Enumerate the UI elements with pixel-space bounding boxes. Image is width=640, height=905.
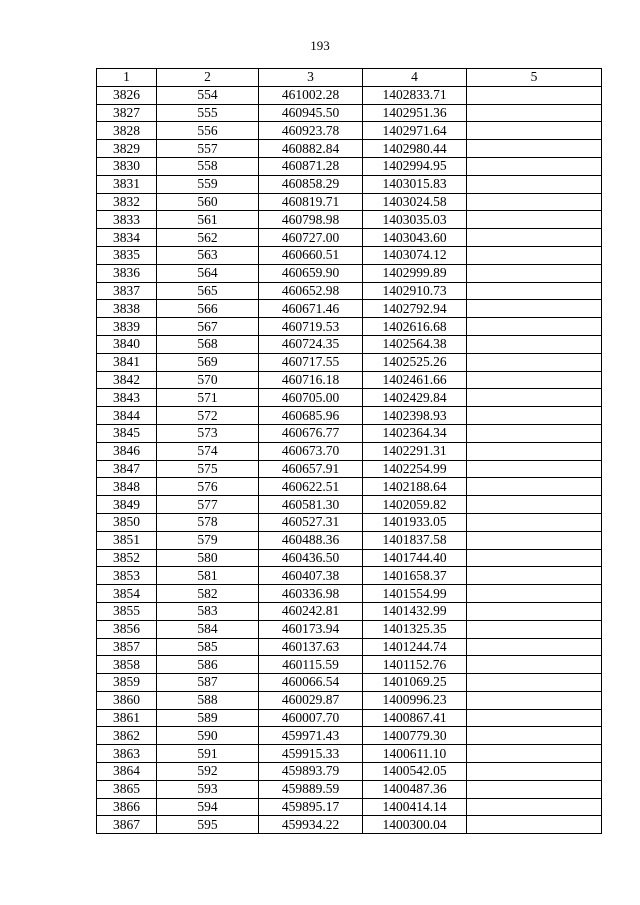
table-cell: 3828: [97, 122, 157, 140]
table-cell: 460676.77: [259, 424, 363, 442]
table-cell: 1403024.58: [363, 193, 467, 211]
table-cell: [467, 816, 602, 834]
table-row: [97, 353, 602, 371]
table-cell: 460945.50: [259, 104, 363, 122]
table-cell: 565: [157, 282, 259, 300]
table-cell: 1402461.66: [363, 371, 467, 389]
table-row: [97, 175, 602, 193]
table-row: [97, 300, 602, 318]
table-cell: 3845: [97, 424, 157, 442]
table-cell: 3860: [97, 691, 157, 709]
table-cell: 571: [157, 389, 259, 407]
table-cell: 581: [157, 567, 259, 585]
table-cell: [467, 122, 602, 140]
table-cell: 595: [157, 816, 259, 834]
table-cell: 563: [157, 246, 259, 264]
table-cell: [467, 620, 602, 638]
table-cell: 1401554.99: [363, 585, 467, 603]
table-row: [97, 407, 602, 425]
table-cell: 460923.78: [259, 122, 363, 140]
table-cell: 3866: [97, 798, 157, 816]
table-cell: 1402291.31: [363, 442, 467, 460]
table-row: [97, 211, 602, 229]
table-cell: [467, 585, 602, 603]
table-cell: 3846: [97, 442, 157, 460]
column-header: 4: [363, 69, 467, 87]
table-cell: 1402910.73: [363, 282, 467, 300]
table-cell: 459934.22: [259, 816, 363, 834]
table-cell: [467, 140, 602, 158]
table-cell: [467, 602, 602, 620]
table-row: [97, 264, 602, 282]
table-row: [97, 638, 602, 656]
table-cell: 591: [157, 745, 259, 763]
table-cell: 575: [157, 460, 259, 478]
table-cell: 460819.71: [259, 193, 363, 211]
table-cell: 3853: [97, 567, 157, 585]
table-cell: [467, 513, 602, 531]
table-cell: 1400867.41: [363, 709, 467, 727]
table-cell: 460657.91: [259, 460, 363, 478]
table-cell: 460882.84: [259, 140, 363, 158]
table-cell: 573: [157, 424, 259, 442]
table-cell: 459893.79: [259, 763, 363, 781]
table-row: [97, 602, 602, 620]
table-row: [97, 157, 602, 175]
table-row: [97, 780, 602, 798]
table-cell: 3855: [97, 602, 157, 620]
column-header: 1: [97, 69, 157, 87]
table-cell: 3867: [97, 816, 157, 834]
table-cell: 460724.35: [259, 335, 363, 353]
table-cell: [467, 229, 602, 247]
table-cell: 1403043.60: [363, 229, 467, 247]
table-cell: 3847: [97, 460, 157, 478]
table-cell: 1401432.99: [363, 602, 467, 620]
table-cell: 1403035.03: [363, 211, 467, 229]
table-row: [97, 763, 602, 781]
table-cell: 1402525.26: [363, 353, 467, 371]
table-cell: 1402792.94: [363, 300, 467, 318]
table-cell: 460242.81: [259, 602, 363, 620]
table-row: [97, 496, 602, 514]
table-cell: 460685.96: [259, 407, 363, 425]
table-cell: 460007.70: [259, 709, 363, 727]
table-cell: 460407.38: [259, 567, 363, 585]
table-cell: 460671.46: [259, 300, 363, 318]
table-cell: 558: [157, 157, 259, 175]
table-cell: 3854: [97, 585, 157, 603]
table-cell: 1401244.74: [363, 638, 467, 656]
table-cell: 459889.59: [259, 780, 363, 798]
table-cell: 459895.17: [259, 798, 363, 816]
table-cell: 1401837.58: [363, 531, 467, 549]
table-cell: 556: [157, 122, 259, 140]
table-cell: 3829: [97, 140, 157, 158]
table-cell: 460716.18: [259, 371, 363, 389]
table-cell: [467, 674, 602, 692]
table-cell: 1401744.40: [363, 549, 467, 567]
table-cell: 460719.53: [259, 318, 363, 336]
table-cell: 3835: [97, 246, 157, 264]
coordinates-table: [96, 68, 602, 834]
table-cell: 1401658.37: [363, 567, 467, 585]
table-cell: 3858: [97, 656, 157, 674]
table-row: [97, 140, 602, 158]
table-cell: 460527.31: [259, 513, 363, 531]
table-cell: 3856: [97, 620, 157, 638]
table-cell: [467, 798, 602, 816]
table-cell: 3839: [97, 318, 157, 336]
table-cell: 580: [157, 549, 259, 567]
table-cell: [467, 549, 602, 567]
table-cell: 3826: [97, 86, 157, 104]
table-row: [97, 567, 602, 585]
table-cell: 1402564.38: [363, 335, 467, 353]
table-row: [97, 122, 602, 140]
table-cell: 1402994.95: [363, 157, 467, 175]
table-cell: 577: [157, 496, 259, 514]
table-cell: [467, 86, 602, 104]
table-cell: 590: [157, 727, 259, 745]
table-cell: 3861: [97, 709, 157, 727]
table-cell: 3857: [97, 638, 157, 656]
table-row: [97, 460, 602, 478]
table-row: [97, 674, 602, 692]
table-cell: 3842: [97, 371, 157, 389]
table-cell: 583: [157, 602, 259, 620]
table-cell: 578: [157, 513, 259, 531]
table-cell: 3862: [97, 727, 157, 745]
table-cell: 1400542.05: [363, 763, 467, 781]
table-row: [97, 656, 602, 674]
table-row: [97, 371, 602, 389]
table-cell: 460488.36: [259, 531, 363, 549]
table-cell: 460173.94: [259, 620, 363, 638]
table-cell: [467, 531, 602, 549]
table-cell: [467, 318, 602, 336]
table-row: [97, 229, 602, 247]
table-cell: 582: [157, 585, 259, 603]
table-cell: 460066.54: [259, 674, 363, 692]
table-cell: 460659.90: [259, 264, 363, 282]
table-cell: [467, 157, 602, 175]
table-cell: 1402398.93: [363, 407, 467, 425]
table-row: [97, 389, 602, 407]
table-row: [97, 335, 602, 353]
table-cell: [467, 282, 602, 300]
table-cell: 460115.59: [259, 656, 363, 674]
table-cell: [467, 389, 602, 407]
table-cell: 586: [157, 656, 259, 674]
table-cell: 460673.70: [259, 442, 363, 460]
table-cell: 460858.29: [259, 175, 363, 193]
table-cell: [467, 709, 602, 727]
table-cell: 569: [157, 353, 259, 371]
table-cell: 1401069.25: [363, 674, 467, 692]
table-cell: 460029.87: [259, 691, 363, 709]
table-cell: 566: [157, 300, 259, 318]
page-number: 193: [310, 38, 330, 53]
table-cell: 460436.50: [259, 549, 363, 567]
table-cell: 593: [157, 780, 259, 798]
table-cell: [467, 780, 602, 798]
table-cell: 557: [157, 140, 259, 158]
table-cell: 594: [157, 798, 259, 816]
table-cell: 1400611.10: [363, 745, 467, 763]
table-cell: [467, 300, 602, 318]
table-row: [97, 691, 602, 709]
table-cell: 1402971.64: [363, 122, 467, 140]
table-cell: 576: [157, 478, 259, 496]
table-cell: 1400996.23: [363, 691, 467, 709]
table-cell: [467, 211, 602, 229]
table-row: [97, 282, 602, 300]
table-cell: 585: [157, 638, 259, 656]
table-cell: 3844: [97, 407, 157, 425]
table-row: [97, 798, 602, 816]
table-body: [97, 86, 602, 833]
table-row: [97, 86, 602, 104]
table-cell: 3836: [97, 264, 157, 282]
table-cell: 589: [157, 709, 259, 727]
table-cell: 3833: [97, 211, 157, 229]
table-row: [97, 442, 602, 460]
table-cell: 574: [157, 442, 259, 460]
table-cell: 1402980.44: [363, 140, 467, 158]
table-cell: 3863: [97, 745, 157, 763]
table-cell: 460798.98: [259, 211, 363, 229]
column-header: 2: [157, 69, 259, 87]
table-cell: 1402188.64: [363, 478, 467, 496]
table-cell: 1402999.89: [363, 264, 467, 282]
table-cell: 3837: [97, 282, 157, 300]
table-cell: [467, 460, 602, 478]
table-cell: [467, 371, 602, 389]
table-cell: 460137.63: [259, 638, 363, 656]
table-cell: [467, 264, 602, 282]
table-row: [97, 727, 602, 745]
table-row: [97, 620, 602, 638]
table-cell: 555: [157, 104, 259, 122]
table-cell: 587: [157, 674, 259, 692]
table-cell: 3834: [97, 229, 157, 247]
table-cell: [467, 763, 602, 781]
table-cell: 588: [157, 691, 259, 709]
table-row: [97, 549, 602, 567]
table-cell: 3840: [97, 335, 157, 353]
table-cell: 1402951.36: [363, 104, 467, 122]
table-cell: 3843: [97, 389, 157, 407]
column-header: 5: [467, 69, 602, 87]
table-cell: 3865: [97, 780, 157, 798]
table-row: [97, 585, 602, 603]
table-cell: 1402254.99: [363, 460, 467, 478]
table-cell: 460622.51: [259, 478, 363, 496]
table-cell: [467, 496, 602, 514]
table-cell: 1401933.05: [363, 513, 467, 531]
table-cell: 459915.33: [259, 745, 363, 763]
table-cell: 1403074.12: [363, 246, 467, 264]
table-cell: [467, 193, 602, 211]
table-cell: 1403015.83: [363, 175, 467, 193]
table-cell: [467, 727, 602, 745]
table-cell: 554: [157, 86, 259, 104]
table-cell: 564: [157, 264, 259, 282]
table-cell: 1400300.04: [363, 816, 467, 834]
table-row: [97, 816, 602, 834]
table-cell: 3850: [97, 513, 157, 531]
table-cell: 459971.43: [259, 727, 363, 745]
table-cell: 1400414.14: [363, 798, 467, 816]
table-row: [97, 513, 602, 531]
table-cell: 3841: [97, 353, 157, 371]
table-cell: 3849: [97, 496, 157, 514]
table-cell: 460581.30: [259, 496, 363, 514]
table-cell: [467, 442, 602, 460]
table-cell: [467, 745, 602, 763]
table-cell: 3852: [97, 549, 157, 567]
table-cell: [467, 656, 602, 674]
table-cell: 1402616.68: [363, 318, 467, 336]
table-cell: 1402833.71: [363, 86, 467, 104]
table-cell: 572: [157, 407, 259, 425]
column-header: 3: [259, 69, 363, 87]
table-cell: 3859: [97, 674, 157, 692]
table-cell: 3838: [97, 300, 157, 318]
table-cell: 561: [157, 211, 259, 229]
table-cell: 1402364.34: [363, 424, 467, 442]
table-cell: 1400779.30: [363, 727, 467, 745]
table-cell: [467, 567, 602, 585]
table-cell: 460652.98: [259, 282, 363, 300]
table-cell: 460727.00: [259, 229, 363, 247]
table-cell: 3851: [97, 531, 157, 549]
table-cell: [467, 638, 602, 656]
table-cell: 1402429.84: [363, 389, 467, 407]
table-row: [97, 531, 602, 549]
table-row: [97, 104, 602, 122]
table-row: [97, 424, 602, 442]
table-header-row: [97, 69, 602, 87]
table-cell: 3831: [97, 175, 157, 193]
table-cell: 3848: [97, 478, 157, 496]
table-cell: [467, 407, 602, 425]
table-row: [97, 246, 602, 264]
table-cell: [467, 691, 602, 709]
table-row: [97, 709, 602, 727]
table-cell: 1401325.35: [363, 620, 467, 638]
table-cell: 3827: [97, 104, 157, 122]
table-cell: 461002.28: [259, 86, 363, 104]
table-cell: 570: [157, 371, 259, 389]
table-cell: [467, 424, 602, 442]
table-cell: 559: [157, 175, 259, 193]
table-cell: 562: [157, 229, 259, 247]
table-cell: [467, 335, 602, 353]
table-cell: [467, 175, 602, 193]
table-cell: 460336.98: [259, 585, 363, 603]
table-cell: 460717.55: [259, 353, 363, 371]
table-cell: 579: [157, 531, 259, 549]
table-row: [97, 745, 602, 763]
table-cell: [467, 104, 602, 122]
table-row: [97, 318, 602, 336]
table-cell: 3830: [97, 157, 157, 175]
table-cell: 584: [157, 620, 259, 638]
table-cell: [467, 478, 602, 496]
table-cell: 3832: [97, 193, 157, 211]
table-cell: 460871.28: [259, 157, 363, 175]
table-cell: 1402059.82: [363, 496, 467, 514]
table-cell: 460705.00: [259, 389, 363, 407]
table-row: [97, 478, 602, 496]
table-cell: 460660.51: [259, 246, 363, 264]
table-cell: [467, 353, 602, 371]
table-cell: [467, 246, 602, 264]
table-cell: 3864: [97, 763, 157, 781]
table-cell: 567: [157, 318, 259, 336]
table-row: [97, 193, 602, 211]
table-cell: 568: [157, 335, 259, 353]
table-cell: 1401152.76: [363, 656, 467, 674]
table-cell: 1400487.36: [363, 780, 467, 798]
table-cell: 592: [157, 763, 259, 781]
table-cell: 560: [157, 193, 259, 211]
